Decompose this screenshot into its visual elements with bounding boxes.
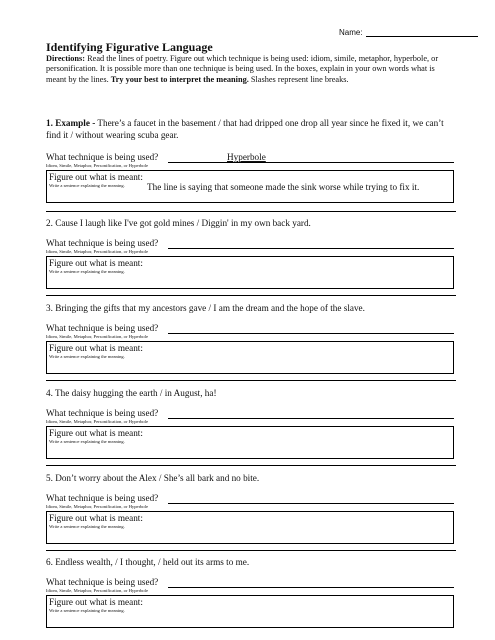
meaning-prompt: Figure out what is meant: (49, 513, 143, 523)
question-text (46, 473, 456, 485)
technique-answer-line[interactable] (168, 162, 454, 163)
meaning-hint: Write a sentence explaining the meaning. (49, 524, 125, 529)
meaning-hint: Write a sentence explaining the meaning. (49, 269, 125, 274)
question-lines: Cause I laugh like I've got gold mines / Diggin' in my own back yard. (52, 218, 311, 228)
technique-answer-line[interactable] (168, 333, 454, 334)
question-1 (46, 118, 456, 192)
meaning-prompt: Figure out what is meant: (49, 172, 143, 182)
directions-text: Read the lines of poetry. Figure out which technique is being used: idiom, simile, metaphor, hyperbole, or personification. It is possible more than one technique is being used. In the boxes, explain in your own words what is meant by the lines. (46, 54, 439, 84)
question-number: 5. (46, 473, 53, 483)
technique-hint: Idiom, Simile, Metaphor, Personification, or Hyperbole (46, 163, 149, 168)
meaning-prompt: Figure out what is meant: (49, 343, 143, 353)
technique-answer: Hyperbole (227, 152, 266, 162)
question-number: 2. (46, 218, 53, 228)
technique-answer-line[interactable] (168, 418, 454, 419)
page-title: Identifying Figurative Language (46, 40, 213, 54)
question-2 (46, 218, 456, 274)
question-lines: There’s a faucet in the basement / that had dripped one drop all year since he fixed it, we can’t find it / without wearing scuba gear. (46, 118, 444, 140)
name-label: Name: (339, 28, 363, 37)
directions-label: Directions: (46, 54, 86, 63)
technique-prompt: What technique is being used? (46, 577, 159, 587)
technique-answer-line[interactable] (168, 248, 454, 249)
section-divider (46, 211, 456, 212)
question-number: 3. (46, 303, 53, 313)
question-6 (46, 557, 456, 613)
question-5 (46, 473, 456, 529)
technique-hint: Idiom, Simile, Metaphor, Personification, or Hyperbole (46, 334, 149, 339)
meaning-answer: The line is saying that someone made the sink worse while trying to fix it. (147, 182, 420, 192)
technique-hint: Idiom, Simile, Metaphor, Personification, or Hyperbole (46, 504, 149, 509)
meaning-prompt: Figure out what is meant: (49, 597, 143, 607)
section-divider (46, 295, 456, 296)
technique-prompt: What technique is being used? (46, 152, 159, 162)
question-number: 4. (46, 388, 53, 398)
technique-answer-line[interactable] (168, 587, 454, 588)
section-divider (46, 380, 456, 381)
meaning-box[interactable] (46, 595, 454, 628)
meaning-prompt: Figure out what is meant: (49, 428, 143, 438)
directions-emphasis: Try your best to interpret the meaning. (110, 74, 249, 84)
technique-hint: Idiom, Simile, Metaphor, Personification, or Hyperbole (46, 249, 149, 254)
technique-prompt: What technique is being used? (46, 238, 159, 248)
technique-prompt: What technique is being used? (46, 408, 159, 418)
directions-text-end: Slashes represent line breaks. (248, 74, 349, 84)
question-lines: Don’t worry about the Alex / She’s all bark and no bite. (52, 473, 260, 483)
name-input-line[interactable] (366, 28, 478, 37)
directions (46, 54, 456, 85)
question-text (46, 218, 456, 230)
meaning-prompt: Figure out what is meant: (49, 258, 143, 268)
technique-prompt: What technique is being used? (46, 323, 159, 333)
meaning-hint: Write a sentence explaining the meaning. (49, 608, 125, 613)
technique-prompt: What technique is being used? (46, 493, 159, 503)
question-lines: The daisy hugging the earth / in August, ha! (52, 388, 217, 398)
question-text (46, 118, 456, 141)
technique-hint: Idiom, Simile, Metaphor, Personification, or Hyperbole (46, 419, 149, 424)
meaning-hint: Write a sentence explaining the meaning. (49, 183, 125, 188)
section-divider (46, 550, 456, 551)
meaning-hint: Write a sentence explaining the meaning. (49, 439, 125, 444)
question-number: 1. Example - (46, 118, 96, 128)
technique-hint: Idiom, Simile, Metaphor, Personification, or Hyperbole (46, 588, 149, 593)
question-4 (46, 388, 456, 444)
meaning-box[interactable] (46, 256, 454, 289)
question-text (46, 557, 456, 569)
meaning-box[interactable] (46, 341, 454, 374)
question-3 (46, 303, 456, 359)
meaning-box[interactable] (46, 426, 454, 459)
question-text (46, 303, 456, 315)
question-lines: Endless wealth, / I thought, / held out its arms to me. (52, 557, 250, 567)
name-field (339, 28, 478, 37)
question-number: 6. (46, 557, 53, 567)
meaning-box[interactable] (46, 170, 454, 203)
question-lines: Bringing the gifts that my ancestors gave / I am the dream and the hope of the slave. (52, 303, 365, 313)
meaning-box[interactable] (46, 511, 454, 544)
question-text (46, 388, 456, 400)
meaning-hint: Write a sentence explaining the meaning. (49, 354, 125, 359)
section-divider (46, 465, 456, 466)
technique-answer-line[interactable] (168, 503, 454, 504)
